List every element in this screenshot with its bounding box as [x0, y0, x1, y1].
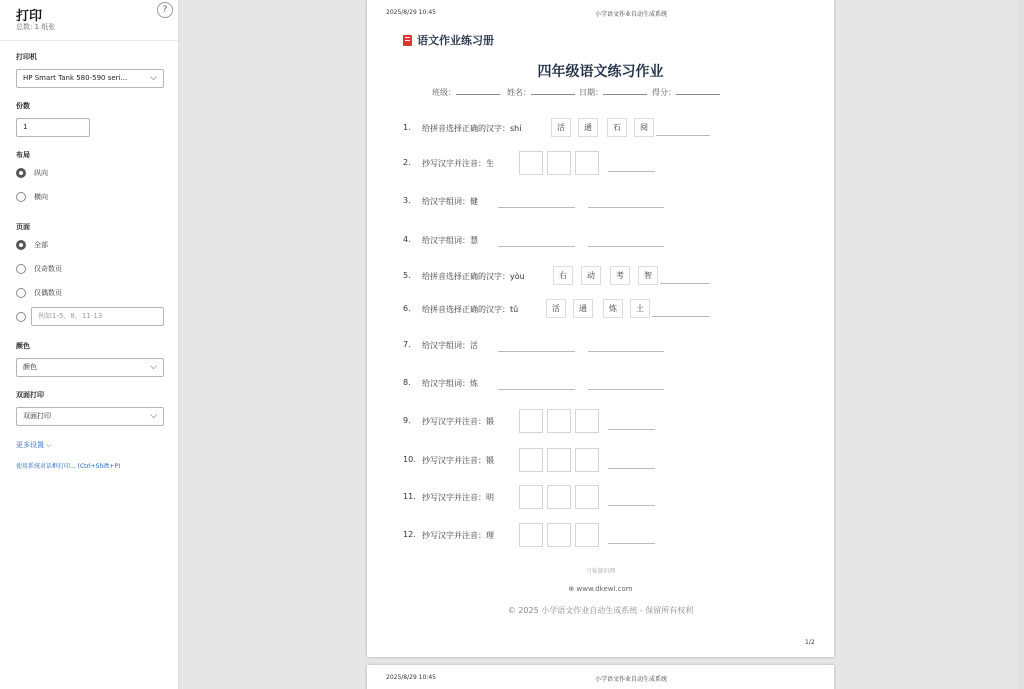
print-title: 打印	[16, 9, 43, 24]
word-line	[588, 389, 664, 390]
page-header-date: 2025/8/29 10:45	[386, 9, 436, 16]
info-name	[507, 86, 575, 98]
printer-label: 打印机	[16, 53, 37, 61]
radio-checked-icon	[16, 168, 26, 178]
question-number: 12.	[403, 530, 416, 539]
question-number: 8.	[403, 378, 411, 387]
question-number: 6.	[403, 304, 411, 313]
question-number: 7.	[403, 340, 411, 349]
writing-box	[519, 485, 543, 509]
writing-box	[575, 151, 599, 175]
chevron-down-icon: ⌵	[150, 411, 157, 421]
pinyin-line	[608, 429, 655, 430]
duplex-select-value: 双面打印	[23, 412, 51, 420]
print-settings-panel	[0, 0, 179, 689]
page-number: 1/2	[805, 639, 815, 646]
choice-option: 智	[638, 266, 658, 285]
brand	[403, 32, 494, 48]
radio-unchecked-icon	[16, 264, 26, 274]
globe-icon: ⊕	[568, 585, 575, 593]
answer-line	[656, 135, 710, 136]
choice-option: 活	[546, 299, 566, 318]
duplex-select[interactable]	[16, 407, 164, 426]
preview-page-2	[367, 665, 834, 689]
question-number: 5.	[403, 271, 411, 280]
copies-label: 份数	[16, 102, 30, 110]
choice-option: 石	[607, 118, 627, 137]
printer-select-value: HP Smart Tank 580-590 seri...	[23, 74, 128, 82]
radio-unchecked-icon	[16, 312, 26, 322]
question-text: 给汉字组词：炼	[422, 379, 478, 388]
page-header-date: 2025/8/29 10:45	[386, 674, 436, 681]
choice-option: 活	[551, 118, 571, 137]
layout-landscape-radio[interactable]	[16, 192, 48, 202]
word-line	[498, 351, 575, 352]
chevron-down-icon: ⌵	[46, 441, 52, 449]
word-line	[588, 351, 664, 352]
question-text: 抄写汉字并注音：生	[422, 159, 494, 168]
info-date-label: 日期：	[579, 88, 603, 97]
question-number: 1.	[403, 123, 411, 132]
question-text: 抄写汉字并注音：锻	[422, 456, 494, 465]
more-settings-label: 更多设置	[16, 441, 44, 449]
layout-label: 布局	[16, 151, 30, 159]
page-header-site: 小学语文作业自动生成系统	[595, 11, 668, 18]
radio-checked-icon	[16, 240, 26, 250]
info-blank	[456, 86, 500, 95]
info-name-label: 姓名：	[507, 88, 531, 97]
choice-option: 阅	[634, 118, 654, 137]
pinyin-line	[608, 505, 655, 506]
chevron-down-icon: ⌵	[150, 73, 157, 83]
choice-option: 考	[610, 266, 630, 285]
radio-unchecked-icon	[16, 288, 26, 298]
writing-box	[519, 409, 543, 433]
pages-custom-radio[interactable]	[16, 312, 26, 322]
word-line	[588, 207, 664, 208]
word-line	[588, 246, 664, 247]
question-number: 4.	[403, 235, 411, 244]
layout-landscape-label: 横向	[34, 193, 48, 201]
question-text: 给汉字组词：活	[422, 341, 478, 350]
footer-copyright: © 2025 小学语文作业自动生成系统 - 保留所有权利	[507, 606, 694, 615]
info-blank	[603, 86, 647, 95]
more-settings-link[interactable]	[16, 440, 52, 450]
footer-site	[367, 585, 834, 593]
page-header-site: 小学语文作业自动生成系统	[595, 676, 668, 683]
question-number: 3.	[403, 196, 411, 205]
writing-box	[519, 151, 543, 175]
writing-box	[575, 448, 599, 472]
word-line	[498, 246, 575, 247]
printer-select[interactable]	[16, 69, 164, 88]
writing-box	[547, 485, 571, 509]
preview-page-1	[367, 0, 834, 657]
writing-box	[575, 409, 599, 433]
divider	[0, 40, 178, 41]
writing-box	[519, 448, 543, 472]
question-number: 2.	[403, 158, 411, 167]
writing-box	[575, 523, 599, 547]
sheet-count: 总数: 1 纸张	[16, 23, 56, 31]
help-icon[interactable]: ?	[157, 2, 173, 18]
system-dialog-link[interactable]: 使用系统对话框打印... (Ctrl+Shift+P)	[16, 463, 121, 470]
layout-portrait-label: 纵向	[34, 169, 48, 177]
pages-all-label: 全部	[34, 241, 48, 249]
pinyin-line	[608, 543, 655, 544]
pages-custom-input[interactable]: 例如1-5、8、11-13	[31, 307, 164, 326]
footer-watermark: 刀客源码网	[585, 568, 616, 575]
pinyin-line	[608, 171, 655, 172]
pages-label: 页面	[16, 223, 30, 231]
writing-box	[547, 409, 571, 433]
choice-option: 通	[578, 118, 598, 137]
writing-box	[519, 523, 543, 547]
choice-option: 通	[573, 299, 593, 318]
copies-input[interactable]: 1	[16, 118, 90, 137]
radio-unchecked-icon	[16, 192, 26, 202]
question-number: 11.	[403, 492, 416, 501]
pages-even-radio[interactable]	[16, 288, 62, 298]
writing-box	[575, 485, 599, 509]
pinyin-line	[608, 468, 655, 469]
info-score-label: 得分：	[652, 88, 676, 97]
choice-option: 右	[553, 266, 573, 285]
answer-line	[652, 316, 710, 317]
color-select[interactable]	[16, 358, 164, 377]
question-text: 给拼音选择正确的汉字：yòu	[422, 272, 525, 281]
choice-option: 炼	[603, 299, 623, 318]
pages-all-radio[interactable]	[16, 240, 48, 250]
info-date	[579, 86, 647, 98]
question-text: 给拼音选择正确的汉字：shí	[422, 124, 522, 133]
brand-name: 语文作业练习册	[417, 34, 494, 47]
info-blank	[676, 86, 720, 95]
chevron-down-icon: ⌵	[150, 362, 157, 372]
answer-line	[660, 283, 710, 284]
preview-scrollbar[interactable]	[1017, 0, 1024, 689]
word-line	[498, 389, 575, 390]
info-blank	[531, 86, 575, 95]
pages-odd-radio[interactable]	[16, 264, 62, 274]
question-text: 抄写汉字并注音：锻	[422, 417, 494, 426]
footer-url: www.dkewl.com	[576, 585, 633, 593]
writing-box	[547, 448, 571, 472]
question-text: 抄写汉字并注音：明	[422, 493, 494, 502]
question-text: 给拼音选择正确的汉字：tǔ	[422, 305, 519, 314]
layout-portrait-radio[interactable]	[16, 168, 48, 178]
info-score	[652, 86, 720, 98]
question-text: 抄写汉字并注音：理	[422, 531, 494, 540]
question-text: 给汉字组词：健	[422, 197, 478, 206]
info-class-label: 班级：	[432, 88, 456, 97]
choice-option: 土	[630, 299, 650, 318]
question-text: 给汉字组词：慧	[422, 236, 478, 245]
color-select-value: 颜色	[23, 363, 37, 371]
question-number: 10.	[403, 455, 416, 464]
choice-option: 动	[581, 266, 601, 285]
question-number: 9.	[403, 416, 411, 425]
duplex-label: 双面打印	[16, 391, 44, 399]
book-icon	[403, 35, 412, 46]
info-class	[432, 86, 500, 98]
writing-box	[547, 151, 571, 175]
word-line	[498, 207, 575, 208]
color-label: 颜色	[16, 342, 30, 350]
worksheet-title: 四年级语文练习作业	[537, 64, 664, 80]
pages-even-label: 仅偶数页	[34, 289, 62, 297]
pages-odd-label: 仅奇数页	[34, 265, 62, 273]
writing-box	[547, 523, 571, 547]
